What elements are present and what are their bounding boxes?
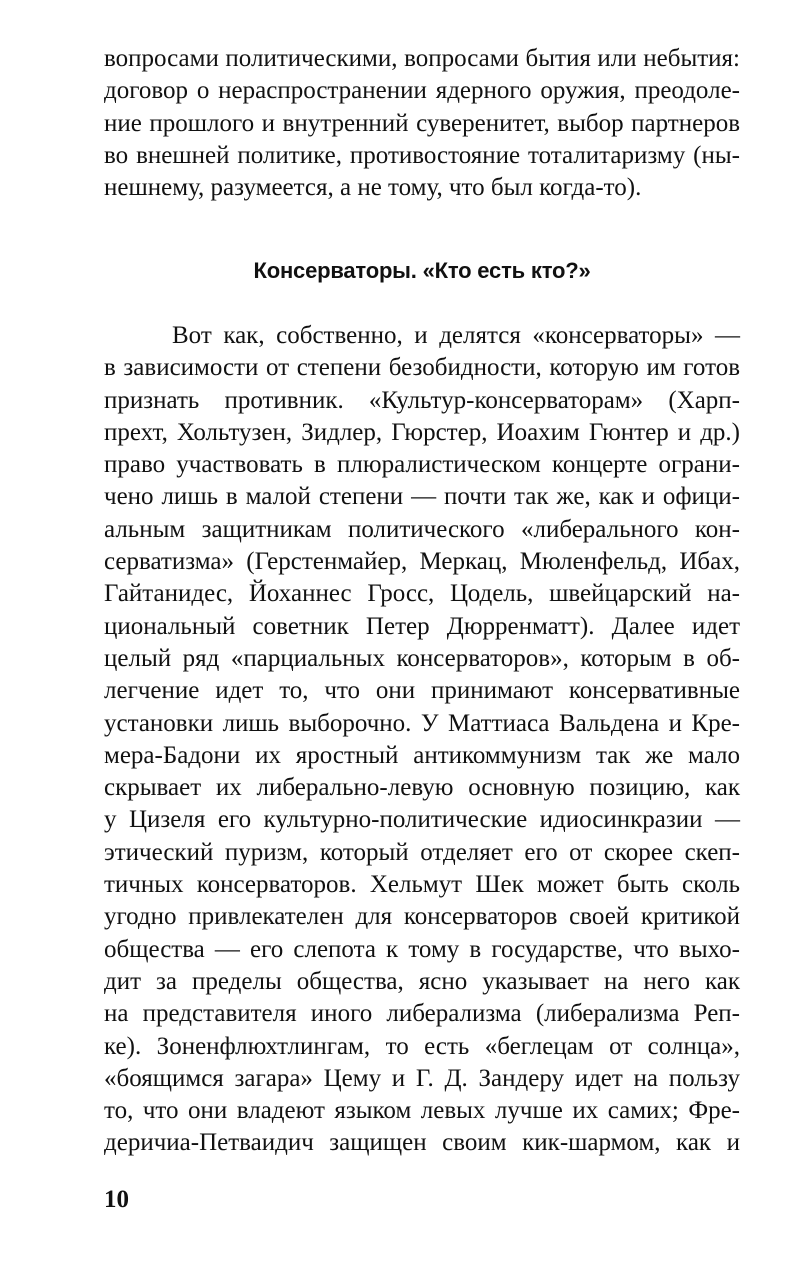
page-number: 10	[104, 1186, 129, 1213]
section-heading: Консерваторы. «Кто есть кто?»	[253, 258, 591, 283]
text-line: легчение идет то, что они принимают консервативные	[104, 677, 740, 705]
text-line: циональный советник Петер Дюрренматт). Далее идет	[104, 612, 740, 640]
text-line: целый ряд «парциальных консерваторов», которым в об-	[104, 644, 740, 672]
text-line: Вот как, собственно, и делятся «консерваторы» —	[172, 322, 740, 349]
text-line: во внешней политике, противостояние тоталитаризму (ны-	[104, 141, 740, 169]
text-line: дит за пределы общества, ясно указывает на него как	[104, 967, 740, 995]
text-line: тичных консерваторов. Хельмут Шек может быть сколь	[104, 871, 740, 899]
text-line: на представителя иного либерализма (либерализма Реп-	[104, 1000, 740, 1028]
text-line: Гайтанидес, Йоханнес Гросс, Цодель, швейцарский на-	[104, 580, 740, 608]
text-line: установки лишь выборочно. У Маттиаса Вальдена и Кре-	[104, 709, 740, 737]
text-line: деричиа-Петваидич защищен своим кик-шармом, как и	[104, 1129, 740, 1157]
text-line: прехт, Хольтузен, Зидлер, Гюрстер, Иоахим Гюнтер и др.)	[104, 418, 740, 446]
text-line: серватизма» (Герстенмайер, Меркац, Мюленфельд, Ибах,	[104, 548, 740, 576]
text-line: ке). Зоненфлюхтлингам, то есть «беглецам от солнца»,	[104, 1032, 740, 1060]
top-paragraph	[104, 43, 740, 204]
text-line: ние прошлого и внутренний суверенитет, выбор партнеров	[104, 109, 740, 137]
text-line: нешнему, разумеется, а не тому, что был когда-то).	[104, 174, 642, 202]
text-line: то, что они владеют языком левых лучше их самих; Фре-	[104, 1097, 740, 1125]
text-line: альным защитникам политического «либерального кон-	[104, 515, 740, 543]
text-line: признать противник. «Культур-консерваторам» (Харп-	[104, 386, 740, 414]
text-line: общества — его слепота к тому в государстве, что выхо-	[104, 935, 740, 963]
text-line: скрывает их либерально-левую основную позицию, как	[104, 774, 740, 802]
text-line: в зависимости от степени безобидности, которую им готов	[104, 354, 740, 382]
main-paragraph	[104, 320, 740, 1160]
text-line: чено лишь в малой степени — почти так же, как и офици-	[104, 483, 740, 511]
text-line: угодно привлекателен для консерваторов своей критикой	[104, 903, 740, 931]
text-line: «боящимся загара» Цему и Г. Д. Зандеру идет на пользу	[104, 1064, 740, 1092]
text-line: мера-Бадони их яростный антикоммунизм так же мало	[104, 741, 740, 769]
text-line: вопросами политическими, вопросами бытия или небытия:	[104, 45, 740, 72]
text-line: этический пуризм, который отделяет его от скорее скеп-	[104, 838, 740, 866]
text-line: договор о нераспространении ядерного оружия, преодоле-	[104, 77, 740, 105]
text-line: у Цизеля его культурно-политические идиосинкразии —	[104, 806, 740, 834]
text-line: право участвовать в плюралистическом концерте ограни-	[104, 451, 740, 479]
